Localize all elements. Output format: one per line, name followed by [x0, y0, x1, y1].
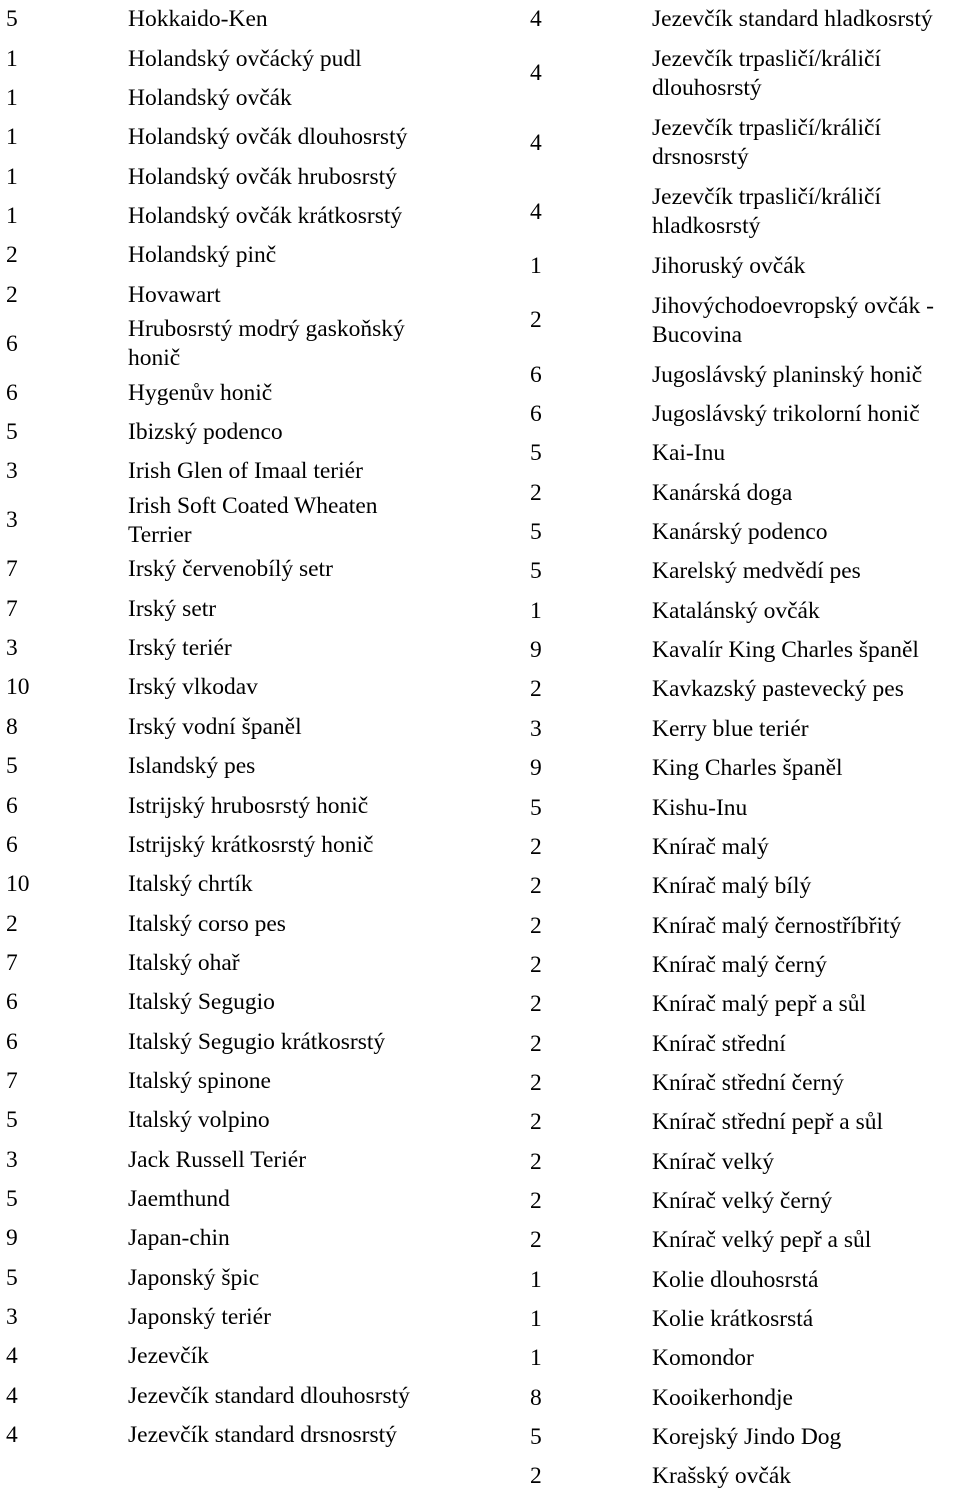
breed-name [652, 912, 960, 941]
breed-row [530, 1418, 960, 1457]
group-number: 2 [6, 242, 18, 269]
breed-name-line: Italský chrtík [128, 871, 253, 898]
breed-row [6, 452, 516, 491]
breed-name-line: Kolie dlouhosrstá [652, 1266, 819, 1293]
group-number: 8 [530, 1384, 542, 1411]
breed-name-line: Knírač velký černý [652, 1188, 833, 1215]
breed-row [6, 39, 516, 78]
breed-row [6, 1259, 516, 1298]
group-number: 1 [6, 202, 18, 229]
breed-row [530, 1300, 960, 1339]
breed-name [652, 5, 960, 34]
breed-name-line: Irish Soft Coated Wheaten [128, 492, 378, 519]
group-number: 5 [6, 419, 18, 446]
breed-name [652, 45, 960, 103]
breed-row [530, 356, 960, 395]
breed-row [530, 552, 960, 591]
breed-row [6, 944, 516, 983]
breed-name [652, 479, 960, 508]
breed-name-line: Irský setr [128, 595, 217, 622]
breed-name-line: Jezevčík trpasličí/králičí [652, 45, 882, 72]
breed-name [128, 1421, 516, 1450]
breed-name-line: Kavalír King Charles španěl [652, 637, 919, 664]
breed-name-line: Italský Segugio krátkosrstý [128, 1028, 386, 1055]
breed-row [6, 236, 516, 275]
breed-name [652, 754, 960, 783]
breed-name-line: Knírač malý černý [652, 951, 827, 978]
group-number: 10 [6, 871, 30, 898]
group-number: 1 [6, 84, 18, 111]
group-number: 6 [530, 361, 542, 388]
breed-name-line: Jack Russell Teriér [128, 1146, 307, 1173]
breed-row [530, 1103, 960, 1142]
group-number: 6 [6, 1028, 18, 1055]
breed-row [6, 1180, 516, 1219]
group-number: 5 [530, 1424, 542, 1451]
breed-name [128, 492, 516, 550]
breed-name-line: Krašský ovčák [652, 1463, 792, 1490]
breed-row [530, 788, 960, 827]
breed-name [128, 752, 516, 781]
breed-name-line: Jezevčík trpasličí/králičí [652, 184, 882, 211]
breed-name [128, 713, 516, 742]
group-number: 2 [6, 910, 18, 937]
breed-row [6, 118, 516, 157]
breed-name [128, 379, 516, 408]
group-number: 6 [6, 989, 18, 1016]
breed-row [6, 1141, 516, 1180]
breed-row [6, 1219, 516, 1258]
group-number: 6 [6, 379, 18, 406]
breed-name [128, 673, 516, 702]
breed-name-line: Irský červenobílý setr [128, 556, 333, 583]
breed-row [6, 747, 516, 786]
breed-name-line: Hokkaido-Ken [128, 6, 268, 33]
group-number: 7 [6, 1067, 18, 1094]
breed-name [652, 990, 960, 1019]
breed-name [128, 1067, 516, 1096]
breed-name-line: Jezevčík standard hladkosrstý [652, 6, 933, 33]
breed-name-line: drsnosrstý [652, 144, 749, 171]
breed-name [652, 518, 960, 547]
breed-name [128, 123, 516, 152]
breed-name-line: Katalánský ovčák [652, 597, 820, 624]
breed-name-line: Holandský ovčák hrubosrstý [128, 163, 397, 190]
breed-name-line: Jezevčík trpasličí/králičí [652, 115, 882, 142]
breed-name-line: Jaemthund [128, 1186, 230, 1213]
group-number: 2 [530, 873, 542, 900]
breed-name [652, 1266, 960, 1295]
group-number: 2 [530, 676, 542, 703]
breed-row [530, 946, 960, 985]
breed-row [6, 786, 516, 825]
group-number: 4 [530, 129, 542, 156]
breed-name-line: Knírač střední pepř a sůl [652, 1109, 884, 1136]
breed-row [6, 904, 516, 943]
breed-name [128, 555, 516, 584]
breed-name-line: Italský corso pes [128, 910, 286, 937]
breed-name-line: Kerry blue teriér [652, 715, 809, 742]
breed-name [652, 557, 960, 586]
breed-name [652, 597, 960, 626]
group-number: 3 [6, 1146, 18, 1173]
breed-name-line: Karelský medvědí pes [652, 558, 861, 585]
breed-name-line: Holandský ovčácký pudl [128, 45, 362, 72]
breed-name-line: Komondor [652, 1345, 754, 1372]
breed-row [530, 1379, 960, 1418]
breed-name [652, 292, 960, 350]
breed-row [530, 1182, 960, 1221]
breed-name-line: Kanárský podenco [652, 519, 828, 546]
group-number: 2 [530, 912, 542, 939]
group-number: 7 [6, 595, 18, 622]
breed-name-line: Knírač malý bílý [652, 873, 812, 900]
breed-row [6, 865, 516, 904]
breed-name [652, 400, 960, 429]
breed-name-line: Terrier [128, 521, 192, 548]
breed-row [530, 828, 960, 867]
group-number: 2 [530, 991, 542, 1018]
breed-name [128, 5, 516, 34]
group-number: 5 [6, 1107, 18, 1134]
breed-row [530, 178, 960, 247]
breed-name-line: Knírač malý pepř a sůl [652, 991, 867, 1018]
breed-name [652, 1462, 960, 1491]
breed-row [6, 1377, 516, 1416]
breed-name-line: hladkosrstý [652, 213, 761, 240]
group-number: 7 [6, 556, 18, 583]
breed-name [652, 439, 960, 468]
group-number: 2 [6, 281, 18, 308]
breed-row [530, 749, 960, 788]
breed-name [128, 163, 516, 192]
group-number: 6 [6, 792, 18, 819]
breed-row [530, 906, 960, 945]
breed-row [6, 1101, 516, 1140]
breed-row [6, 374, 516, 413]
breed-name-line: Kai-Inu [652, 440, 726, 467]
breed-name [652, 1187, 960, 1216]
breed-row [530, 395, 960, 434]
breed-row [530, 592, 960, 631]
breed-row [6, 0, 516, 39]
breed-name [652, 252, 960, 281]
breed-name-line: Italský spinone [128, 1067, 271, 1094]
breed-row [530, 109, 960, 178]
group-number: 4 [6, 1343, 18, 1370]
breed-name-line: Jugoslávský trikolorní honič [652, 401, 920, 428]
breed-name-line: Kavkazský pastevecký pes [652, 676, 904, 703]
breed-name-line: Irish Glen of Imaal teriér [128, 458, 363, 485]
group-number: 10 [6, 674, 30, 701]
breed-name [128, 1106, 516, 1135]
breed-name-line: Hovawart [128, 281, 221, 308]
breed-name-line: Hrubosrstý modrý gaskoňský [128, 316, 405, 343]
breed-row [530, 631, 960, 670]
breed-name [652, 1148, 960, 1177]
breed-name [652, 1030, 960, 1059]
breed-name [128, 1028, 516, 1057]
breed-name [652, 675, 960, 704]
breed-row [6, 708, 516, 747]
breed-name [128, 1342, 516, 1371]
group-number: 9 [6, 1225, 18, 1252]
breed-row [6, 629, 516, 668]
breed-name [652, 1108, 960, 1137]
breed-name-line: Holandský pinč [128, 242, 277, 269]
breed-name [128, 1185, 516, 1214]
group-number: 5 [6, 6, 18, 33]
breed-name-line: Korejský Jindo Dog [652, 1424, 842, 1451]
breed-row [530, 513, 960, 552]
breed-row [530, 1064, 960, 1103]
breed-row [530, 474, 960, 513]
breed-name-line: Italský Segugio [128, 989, 275, 1016]
group-number: 2 [530, 833, 542, 860]
breed-name-line: Bucovina [652, 321, 743, 348]
breed-name-line: Holandský ovčák dlouhosrstý [128, 124, 408, 151]
group-number: 2 [530, 1109, 542, 1136]
breed-row [530, 1221, 960, 1260]
group-number: 2 [530, 1463, 542, 1490]
breed-name-line: Jihoruský ovčák [652, 253, 806, 280]
breed-row [530, 39, 960, 108]
breed-name [652, 114, 960, 172]
breed-name-line: Japonský teriér [128, 1304, 271, 1331]
group-number: 1 [530, 1266, 542, 1293]
breed-row [6, 315, 516, 374]
breed-row [6, 1416, 516, 1455]
group-number: 4 [530, 198, 542, 225]
breed-name [652, 1305, 960, 1334]
group-number: 5 [530, 519, 542, 546]
breed-name [652, 833, 960, 862]
group-number: 6 [6, 831, 18, 858]
group-number: 5 [6, 1186, 18, 1213]
breed-row [530, 286, 960, 355]
breed-name [652, 1226, 960, 1255]
breed-name-line: Istrijský hrubosrstý honič [128, 792, 369, 819]
breed-name-line: Hygenův honič [128, 379, 273, 406]
breed-name [128, 202, 516, 231]
group-number: 8 [6, 713, 18, 740]
breed-row [6, 197, 516, 236]
breed-name-line: Istrijský krátkosrstý honič [128, 831, 374, 858]
breed-row [6, 668, 516, 707]
breed-name-line: Knírač malý černostříbřitý [652, 912, 902, 939]
group-number: 7 [6, 949, 18, 976]
group-number: 5 [530, 558, 542, 585]
breed-name [128, 1224, 516, 1253]
breed-name [128, 870, 516, 899]
breed-name [128, 831, 516, 860]
breed-name [128, 45, 516, 74]
breed-name-line: Irský vlkodav [128, 674, 258, 701]
group-number: 3 [6, 1304, 18, 1331]
breed-name-line: honič [128, 345, 181, 372]
group-number: 2 [530, 951, 542, 978]
breed-name [652, 636, 960, 665]
breed-name [652, 951, 960, 980]
group-number: 5 [6, 753, 18, 780]
breed-row [6, 1022, 516, 1061]
breed-row [530, 867, 960, 906]
breed-name-line: Italský volpino [128, 1107, 270, 1134]
group-number: 2 [530, 1030, 542, 1057]
group-number: 9 [530, 637, 542, 664]
group-number: 1 [530, 597, 542, 624]
breed-name-line: Italský ohař [128, 949, 240, 976]
group-number: 1 [6, 163, 18, 190]
breed-name [652, 794, 960, 823]
group-number: 4 [530, 6, 542, 33]
breed-name [652, 361, 960, 390]
breed-row [6, 826, 516, 865]
breed-row [530, 1339, 960, 1378]
breed-row [530, 710, 960, 749]
breed-name [652, 1344, 960, 1373]
breed-name-line: Kooikerhondje [652, 1384, 793, 1411]
group-number: 6 [530, 401, 542, 428]
breed-name-line: Jihovýchodoevropský ovčák - [652, 292, 934, 319]
group-number: 1 [6, 124, 18, 151]
breed-row [6, 413, 516, 452]
breed-name [128, 634, 516, 663]
group-number: 9 [530, 755, 542, 782]
breed-name [128, 315, 516, 373]
breed-name-line: Japan-chin [128, 1225, 230, 1252]
breed-name [128, 1382, 516, 1411]
breed-row [6, 1062, 516, 1101]
breed-name-line: Knírač střední černý [652, 1069, 844, 1096]
breed-row [6, 983, 516, 1022]
breed-name-line: Knírač střední [652, 1030, 786, 1057]
breed-name [128, 418, 516, 447]
breed-name-line: Japonský špic [128, 1264, 260, 1291]
group-number: 4 [6, 1422, 18, 1449]
group-number: 2 [530, 1069, 542, 1096]
breed-name-line: dlouhosrstý [652, 74, 762, 101]
breed-name [652, 872, 960, 901]
breed-name-line: Jugoslávský planinský honič [652, 361, 923, 388]
breed-name-line: Holandský ovčák krátkosrstý [128, 202, 403, 229]
breed-name [128, 1146, 516, 1175]
breed-name [128, 281, 516, 310]
breed-row [6, 275, 516, 314]
breed-name [652, 1384, 960, 1413]
breed-name [128, 595, 516, 624]
breed-name [128, 1264, 516, 1293]
group-number: 5 [530, 794, 542, 821]
breed-name [652, 1069, 960, 1098]
breed-name [128, 988, 516, 1017]
breed-row [530, 670, 960, 709]
group-number: 2 [530, 1227, 542, 1254]
breed-name [128, 84, 516, 113]
group-number: 3 [6, 635, 18, 662]
breed-name-line: Ibizský podenco [128, 419, 283, 446]
breed-row [530, 1143, 960, 1182]
breed-row [6, 1337, 516, 1376]
breed-name-line: Jezevčík [128, 1343, 209, 1370]
breed-row [530, 434, 960, 473]
group-number: 4 [6, 1382, 18, 1409]
breed-name [128, 457, 516, 486]
group-number: 2 [530, 1188, 542, 1215]
breed-name-line: Kolie krátkosrstá [652, 1306, 814, 1333]
group-number: 5 [530, 440, 542, 467]
breed-row [6, 492, 516, 551]
breed-name [128, 1303, 516, 1332]
breed-name-line: Irský teriér [128, 635, 232, 662]
breed-row [6, 550, 516, 589]
breed-name-line: Knírač velký pepř a sůl [652, 1227, 872, 1254]
breed-row [530, 1457, 960, 1496]
breed-name-line: Jezevčík standard drsnosrstý [128, 1422, 397, 1449]
group-number: 3 [530, 715, 542, 742]
group-number: 4 [530, 60, 542, 87]
breed-name-line: Kishu-Inu [652, 794, 748, 821]
breed-row [6, 157, 516, 196]
breed-name [652, 715, 960, 744]
breed-name [652, 183, 960, 241]
group-number: 3 [6, 458, 18, 485]
breed-name-line: Knírač velký [652, 1148, 775, 1175]
group-number: 1 [530, 1345, 542, 1372]
breed-row [530, 985, 960, 1024]
group-number: 1 [6, 45, 18, 72]
group-number: 1 [530, 1306, 542, 1333]
breed-row [6, 590, 516, 629]
breed-row [530, 0, 960, 39]
breed-name [128, 910, 516, 939]
breed-name-line: Irský vodní španěl [128, 713, 302, 740]
breed-row [6, 1298, 516, 1337]
group-number: 2 [530, 1148, 542, 1175]
breed-name-line: King Charles španěl [652, 755, 843, 782]
breed-name [128, 241, 516, 270]
breed-row [6, 79, 516, 118]
breed-name [652, 1423, 960, 1452]
group-number: 5 [6, 1264, 18, 1291]
breed-name-line: Knírač malý [652, 833, 769, 860]
group-number: 3 [6, 507, 18, 534]
group-number: 6 [6, 330, 18, 357]
breed-row [530, 1024, 960, 1063]
breed-row [530, 1261, 960, 1300]
group-number: 2 [530, 307, 542, 334]
breed-name-line: Holandský ovčák [128, 84, 292, 111]
breed-row [530, 247, 960, 286]
breed-name-line: Islandský pes [128, 753, 256, 780]
breed-name [128, 949, 516, 978]
breed-name [128, 792, 516, 821]
breed-name-line: Jezevčík standard dlouhosrstý [128, 1382, 410, 1409]
group-number: 1 [530, 253, 542, 280]
group-number: 2 [530, 479, 542, 506]
breed-name-line: Kanárská doga [652, 479, 793, 506]
